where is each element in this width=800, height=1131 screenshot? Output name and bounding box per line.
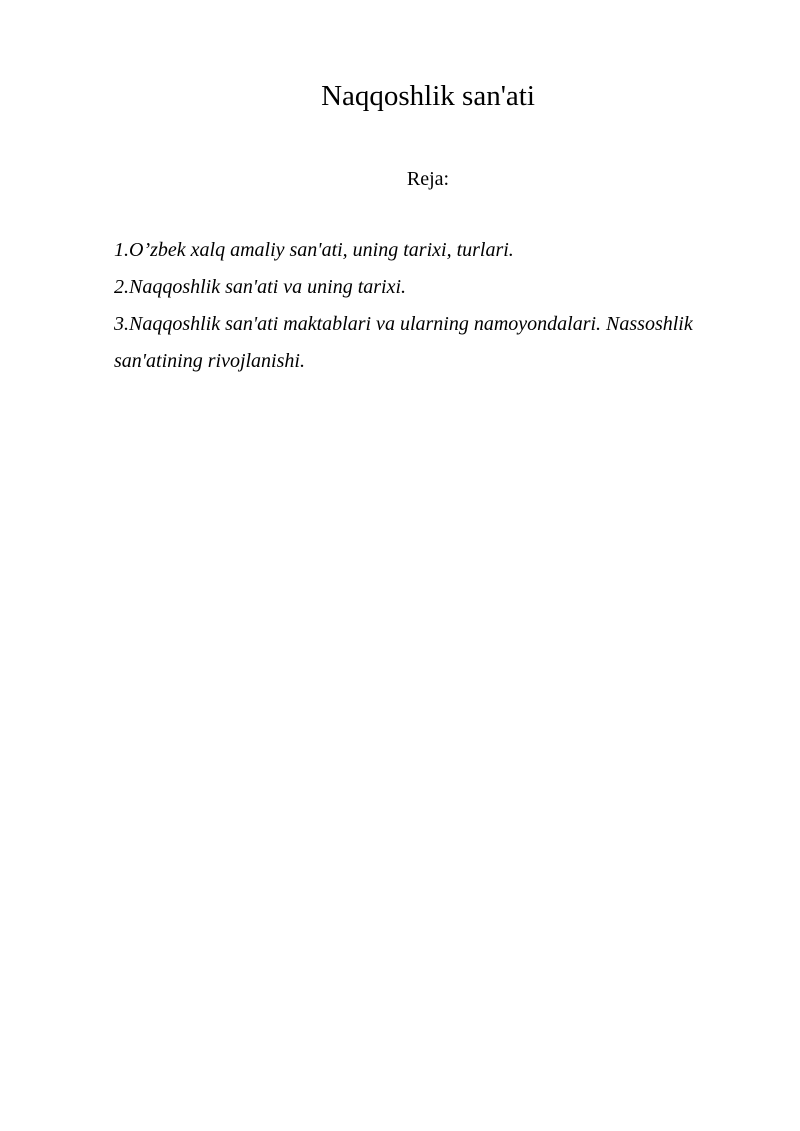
plan-heading: Reja: bbox=[406, 168, 450, 190]
plan-item: 2.Naqqoshlik san'ati va uning tarixi. bbox=[114, 276, 407, 298]
plan-item: 3.Naqqoshlik san'ati maktablari va ularning namoyondalari. Nassoshlik san'atining rivojlanishi. bbox=[114, 313, 693, 372]
plan-list bbox=[114, 232, 754, 380]
page-title: Naqqoshlik san'ati bbox=[321, 80, 535, 112]
plan-item: 1.O’zbek xalq amaliy san'ati, uning tarixi, turlari. bbox=[114, 239, 514, 261]
